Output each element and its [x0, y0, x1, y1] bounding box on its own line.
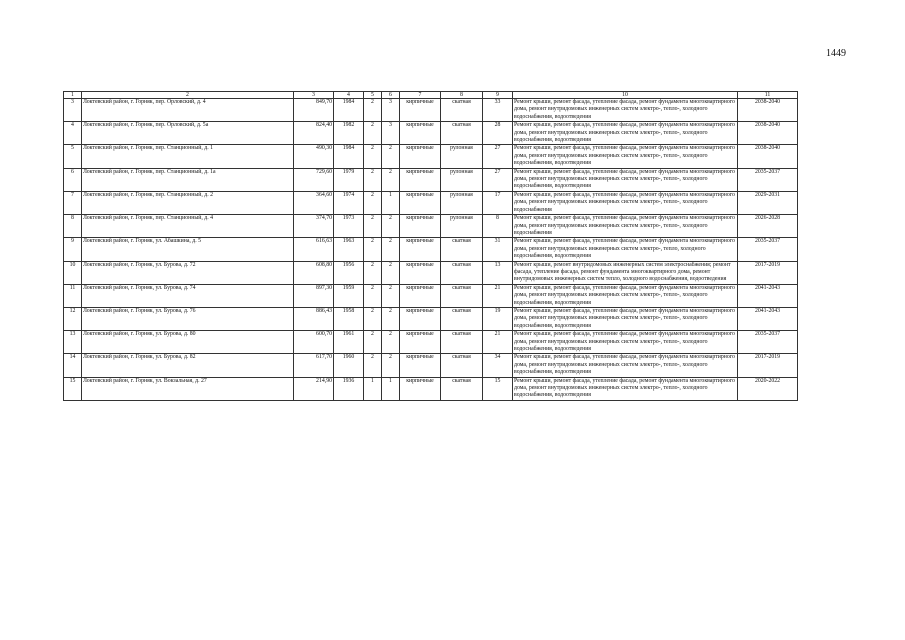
commission-year: 1984 — [334, 145, 364, 168]
column-header: 8 — [441, 92, 483, 99]
floor-count: 2 — [364, 191, 382, 214]
column-header: 7 — [400, 92, 441, 99]
wear-percent: 17 — [483, 191, 513, 214]
entrance-count: 1 — [382, 377, 400, 400]
roof-type: скатная — [441, 331, 483, 354]
floor-count: 2 — [364, 261, 382, 284]
floor-count: 2 — [364, 354, 382, 377]
house-address: Локтевский район, г. Горняк, пер. Орловский, д. 4 — [82, 99, 294, 122]
wall-material: кирпичные — [400, 377, 441, 400]
wall-material: кирпичные — [400, 331, 441, 354]
row-number: 4 — [64, 122, 82, 145]
wall-material: кирпичные — [400, 238, 441, 261]
repair-period: 2035-2037 — [738, 331, 798, 354]
commission-year: 1959 — [334, 284, 364, 307]
entrance-count: 2 — [382, 284, 400, 307]
entrance-count: 3 — [382, 122, 400, 145]
repair-period: 2035-2037 — [738, 238, 798, 261]
page-number: 1449 — [826, 48, 846, 59]
roof-type: скатная — [441, 122, 483, 145]
commission-year: 1956 — [334, 261, 364, 284]
wall-material: кирпичные — [400, 215, 441, 238]
repair-works: Ремонт крыши, ремонт фасада, утепление фасада, ремонт фундамента многоквартирного дома, ремонт внутридомовых инженерных систем электро-, тепло-, холодного водоснабжения, водоотведения — [513, 377, 738, 400]
house-address: Локтевский район, г. Горняк, пер. Станционный, д. 1а — [82, 168, 294, 191]
row-number: 15 — [64, 377, 82, 400]
roof-type: скатная — [441, 307, 483, 330]
floor-count: 2 — [364, 331, 382, 354]
total-area: 214,90 — [294, 377, 334, 400]
roof-type: рулонная — [441, 191, 483, 214]
floor-count: 2 — [364, 122, 382, 145]
table-row — [64, 191, 798, 214]
table-row — [64, 377, 798, 400]
entrance-count: 1 — [382, 191, 400, 214]
column-header: 3 — [294, 92, 334, 99]
table-row — [64, 168, 798, 191]
table-row — [64, 99, 798, 122]
wall-material: кирпичные — [400, 168, 441, 191]
commission-year: 1960 — [334, 354, 364, 377]
wear-percent: 8 — [483, 215, 513, 238]
repair-period: 2038-2040 — [738, 122, 798, 145]
wear-percent: 21 — [483, 284, 513, 307]
total-area: 364,60 — [294, 191, 334, 214]
wall-material: кирпичные — [400, 354, 441, 377]
repair-works: Ремонт крыши, ремонт фасада, утепление фасада, ремонт фундамента многоквартирного дома, ремонт внутридомовых инженерных систем электро-, тепло-, холодного водоснабжения, водоотведения — [513, 122, 738, 145]
repair-period: 2041-2043 — [738, 284, 798, 307]
row-number: 11 — [64, 284, 82, 307]
roof-type: скатная — [441, 99, 483, 122]
roof-type: скатная — [441, 238, 483, 261]
commission-year: 1936 — [334, 377, 364, 400]
floor-count: 2 — [364, 284, 382, 307]
repair-period: 2029-2031 — [738, 191, 798, 214]
wall-material: кирпичные — [400, 99, 441, 122]
commission-year: 1974 — [334, 191, 364, 214]
commission-year: 1961 — [334, 331, 364, 354]
entrance-count: 2 — [382, 261, 400, 284]
row-number: 9 — [64, 238, 82, 261]
wear-percent: 34 — [483, 354, 513, 377]
repair-works: Ремонт крыши, ремонт фасада, утепление фасада, ремонт фундамента многоквартирного дома, ремонт внутридомовых инженерных систем электро-, тепло-, холодного водоснабжения, водоотведения — [513, 331, 738, 354]
row-number: 3 — [64, 99, 82, 122]
table-row — [64, 307, 798, 330]
column-header: 4 — [334, 92, 364, 99]
roof-type: скатная — [441, 261, 483, 284]
entrance-count: 2 — [382, 238, 400, 261]
total-area: 886,43 — [294, 307, 334, 330]
wall-material: кирпичные — [400, 122, 441, 145]
repair-period: 2026-2028 — [738, 215, 798, 238]
wall-material: кирпичные — [400, 261, 441, 284]
repair-works: Ремонт крыши, ремонт фасада, утепление фасада, ремонт фундамента многоквартирного дома, ремонт внутридомовых инженерных систем электро-, тепло-, холодного водоснабжения, водоотведения — [513, 284, 738, 307]
house-address: Локтевский район, г. Горняк, ул. Вокзальная, д. 27 — [82, 377, 294, 400]
column-header: 9 — [483, 92, 513, 99]
total-area: 374,70 — [294, 215, 334, 238]
repair-works: Ремонт крыши, ремонт внутридомовых инженерных систем электроснабжения; ремонт фасада, утепление фасада, ремонт фундамента многоквартирного дома, ремонт внутридомовых инженерных систем тепло, холодного водоснабжения, водоотведения — [513, 261, 738, 284]
entrance-count: 2 — [382, 354, 400, 377]
row-number: 5 — [64, 145, 82, 168]
table-row — [64, 145, 798, 168]
table-row — [64, 284, 798, 307]
entrance-count: 2 — [382, 331, 400, 354]
house-address: Локтевский район, г. Горняк, пер. Станционный, д. 4 — [82, 215, 294, 238]
house-address: Локтевский район, г. Горняк, пер. Станционный, д. 1 — [82, 145, 294, 168]
column-header: 1 — [64, 92, 82, 99]
table-row — [64, 122, 798, 145]
house-address: Локтевский район, г. Горняк, ул. Бурова, д. 76 — [82, 307, 294, 330]
house-address: Локтевский район, г. Горняк, ул. Абашкина, д. 5 — [82, 238, 294, 261]
column-header: 2 — [82, 92, 294, 99]
wear-percent: 28 — [483, 122, 513, 145]
total-area: 608,80 — [294, 261, 334, 284]
total-area: 600,70 — [294, 331, 334, 354]
row-number: 10 — [64, 261, 82, 284]
wall-material: кирпичные — [400, 191, 441, 214]
house-address: Локтевский район, г. Горняк, ул. Бурова, д. 72 — [82, 261, 294, 284]
total-area: 617,70 — [294, 354, 334, 377]
house-address: Локтевский район, г. Горняк, пер. Орловский, д. 5а — [82, 122, 294, 145]
repair-works: Ремонт крыши, ремонт фасада, утепление фасада, ремонт фундамента многоквартирного дома, ремонт внутридомовых инженерных систем электро-, тепло-, холодного водоснабжения — [513, 215, 738, 238]
row-number: 6 — [64, 168, 82, 191]
commission-year: 1982 — [334, 122, 364, 145]
floor-count: 2 — [364, 168, 382, 191]
commission-year: 1984 — [334, 99, 364, 122]
table-row — [64, 238, 798, 261]
wear-percent: 19 — [483, 307, 513, 330]
repair-period: 2017-2019 — [738, 354, 798, 377]
column-header: 11 — [738, 92, 798, 99]
wear-percent: 27 — [483, 168, 513, 191]
wear-percent: 21 — [483, 331, 513, 354]
wear-percent: 31 — [483, 238, 513, 261]
house-address: Локтевский район, г. Горняк, ул. Бурова, д. 80 — [82, 331, 294, 354]
wear-percent: 27 — [483, 145, 513, 168]
total-area: 490,30 — [294, 145, 334, 168]
wall-material: кирпичные — [400, 307, 441, 330]
repair-period: 2038-2040 — [738, 145, 798, 168]
repair-period: 2020-2022 — [738, 377, 798, 400]
wear-percent: 33 — [483, 99, 513, 122]
roof-type: рулонная — [441, 215, 483, 238]
repair-works: Ремонт крыши, ремонт фасада, утепление фасада, ремонт фундамента многоквартирного дома, ремонт внутридомовых инженерных систем электро-, тепло-, холодного водоснабжения, водоотведения — [513, 307, 738, 330]
roof-type: скатная — [441, 377, 483, 400]
column-header: 5 — [364, 92, 382, 99]
entrance-count: 2 — [382, 168, 400, 191]
table-row — [64, 215, 798, 238]
floor-count: 2 — [364, 99, 382, 122]
table-row — [64, 261, 798, 284]
roof-type: скатная — [441, 354, 483, 377]
floor-count: 2 — [364, 307, 382, 330]
repair-works: Ремонт крыши, ремонт фасада, утепление фасада, ремонт фундамента многоквартирного дома, ремонт внутридомовых инженерных систем электро-, тепло-, холодного водоснабжения, водоотведения — [513, 168, 738, 191]
floor-count: 1 — [364, 377, 382, 400]
entrance-count: 2 — [382, 215, 400, 238]
wear-percent: 13 — [483, 261, 513, 284]
repair-period: 2041-2043 — [738, 307, 798, 330]
repair-works: Ремонт крыши, ремонт фасада, утепление фасада, ремонт фундамента многоквартирного дома, ремонт внутридомовых инженерных систем электро-, тепло-, холодного водоснабжения, водоотведения — [513, 99, 738, 122]
wall-material: кирпичные — [400, 284, 441, 307]
floor-count: 2 — [364, 145, 382, 168]
row-number: 8 — [64, 215, 82, 238]
floor-count: 2 — [364, 215, 382, 238]
entrance-count: 2 — [382, 307, 400, 330]
floor-count: 2 — [364, 238, 382, 261]
total-area: 824,40 — [294, 122, 334, 145]
repair-works: Ремонт крыши, ремонт фасада, утепление фасада, ремонт фундамента многоквартирного дома, ремонт внутридомовых инженерных систем электро-, тепло, холодного водоснабжения, водоотведения — [513, 238, 738, 261]
entrance-count: 3 — [382, 99, 400, 122]
commission-year: 1958 — [334, 307, 364, 330]
commission-year: 1979 — [334, 168, 364, 191]
repair-period: 2035-2037 — [738, 168, 798, 191]
row-number: 14 — [64, 354, 82, 377]
column-header: 10 — [513, 92, 738, 99]
row-number: 12 — [64, 307, 82, 330]
table-row — [64, 354, 798, 377]
total-area: 849,70 — [294, 99, 334, 122]
row-number: 7 — [64, 191, 82, 214]
row-number: 13 — [64, 331, 82, 354]
repair-works: Ремонт крыши, ремонт фасада, утепление фасада, ремонт фундамента многоквартирного дома, ремонт внутридомовых инженерных систем электро-, тепло-, холодного водоснабжения — [513, 191, 738, 214]
wall-material: кирпичные — [400, 145, 441, 168]
house-address: Локтевский район, г. Горняк, ул. Бурова, д. 74 — [82, 284, 294, 307]
house-address: Локтевский район, г. Горняк, ул. Бурова, д. 82 — [82, 354, 294, 377]
total-area: 897,30 — [294, 284, 334, 307]
column-header: 6 — [382, 92, 400, 99]
roof-type: рулонная — [441, 168, 483, 191]
commission-year: 1963 — [334, 238, 364, 261]
repair-period: 2017-2019 — [738, 261, 798, 284]
table-row — [64, 331, 798, 354]
housing-register-table — [63, 91, 798, 401]
repair-period: 2038-2040 — [738, 99, 798, 122]
column-number-row — [64, 92, 798, 99]
repair-works: Ремонт крыши, ремонт фасада, утепление фасада, ремонт фундамента многоквартирного дома, ремонт внутридомовых инженерных систем электро-, тепло-, холодного водоснабжения, водоотведения — [513, 354, 738, 377]
wear-percent: 15 — [483, 377, 513, 400]
roof-type: рулонная — [441, 145, 483, 168]
commission-year: 1973 — [334, 215, 364, 238]
total-area: 616,63 — [294, 238, 334, 261]
house-address: Локтевский район, г. Горняк, пер. Станционный, д. 2 — [82, 191, 294, 214]
roof-type: скатная — [441, 284, 483, 307]
entrance-count: 2 — [382, 145, 400, 168]
total-area: 729,60 — [294, 168, 334, 191]
repair-works: Ремонт крыши, ремонт фасада, утепление фасада, ремонт фундамента многоквартирного дома, ремонт внутридомовых инженерных систем электро-, тепло-, холодного водоснабжения, водоотведения — [513, 145, 738, 168]
